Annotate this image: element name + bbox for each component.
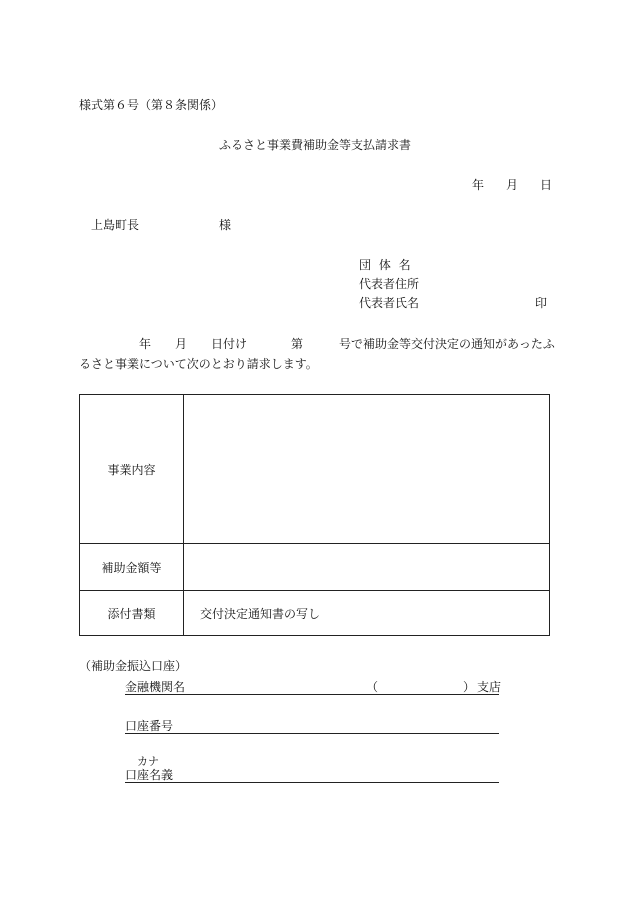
subsidy-amount-label: 補助金額等 xyxy=(80,544,184,590)
account-name-label: 口座名義 xyxy=(125,768,174,782)
rep-address-label: 代表者住所 xyxy=(359,277,420,291)
attachments-value: 交付決定通知書の写し xyxy=(200,606,321,621)
project-content-value[interactable] xyxy=(184,395,549,543)
account-number-label: 口座番号 xyxy=(125,719,174,733)
body-month: 月 xyxy=(175,337,188,351)
addressee-honorific: 様 xyxy=(219,218,232,232)
group-name-label: 団 体 名 xyxy=(359,258,413,272)
kana-label: カナ xyxy=(137,755,159,768)
seal-mark: 印 xyxy=(535,296,548,310)
paren-open: （ xyxy=(366,680,379,694)
date-year: 年 xyxy=(472,178,485,192)
project-content-label: 事業内容 xyxy=(80,395,184,543)
account-name-underline[interactable] xyxy=(125,782,499,783)
date-day: 日 xyxy=(540,178,553,192)
body-line1-rest: 号で補助金等交付決定の通知があったふ xyxy=(339,337,555,351)
body-year: 年 xyxy=(139,337,152,351)
project-table xyxy=(79,394,550,636)
branch-label: 支店 xyxy=(477,680,502,694)
addressee-name: 上島町長 xyxy=(91,218,140,232)
rep-name-label: 代表者氏名 xyxy=(359,296,420,310)
attachments-label: 添付書類 xyxy=(80,591,184,635)
subsidy-amount-value[interactable] xyxy=(184,544,549,590)
table-row-attachments xyxy=(80,591,549,635)
body-day-dated: 日付け xyxy=(211,337,248,351)
paren-close: ） xyxy=(463,680,476,694)
table-row-project-content xyxy=(80,395,549,544)
account-number-underline[interactable] xyxy=(125,733,499,734)
body-line2: るさと事業について次のとおり請求します。 xyxy=(79,357,318,371)
bank-heading: （補助金振込口座） xyxy=(79,659,188,673)
date-month: 月 xyxy=(506,178,519,192)
form-number: 様式第６号（第８条関係） xyxy=(79,98,224,112)
institution-underline[interactable] xyxy=(125,694,499,695)
document-title: ふるさと事業費補助金等支払請求書 xyxy=(219,138,412,152)
body-dai: 第 xyxy=(291,337,304,351)
table-row-subsidy-amount xyxy=(80,544,549,591)
institution-label: 金融機関名 xyxy=(125,680,186,694)
